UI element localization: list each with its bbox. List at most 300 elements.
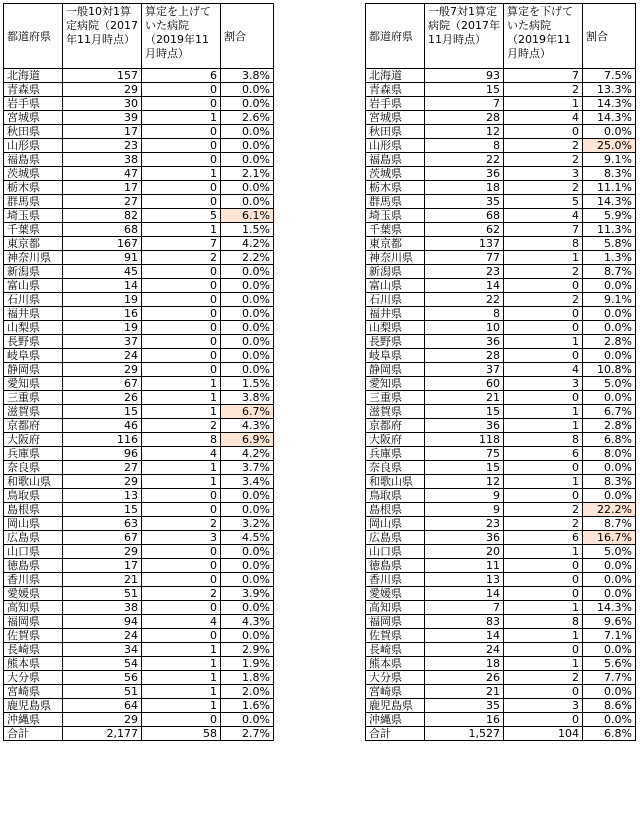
changed-count-cell: 0 [142,181,221,195]
hospital-count-cell: 24 [63,349,142,363]
table-row [366,447,636,461]
prefecture-cell: 岩手県 [366,97,425,111]
prefecture-cell: 岡山県 [366,517,425,531]
changed-count-cell: 1 [504,601,583,615]
hospital-count-cell: 167 [63,237,142,251]
prefecture-cell: 徳島県 [366,559,425,573]
table-row [366,419,636,433]
table-row [366,643,636,657]
prefecture-cell: 佐賀県 [366,629,425,643]
table-row [366,601,636,615]
hospital-count-cell: 63 [63,517,142,531]
prefecture-cell: 大分県 [4,671,63,685]
changed-count-cell: 4 [142,615,221,629]
ratio-cell: 7.7% [583,671,636,685]
changed-count-cell: 104 [504,727,583,741]
ratio-cell: 3.8% [221,69,274,83]
changed-count-cell: 0 [142,83,221,97]
prefecture-cell: 徳島県 [4,559,63,573]
ratio-cell: 0.0% [221,181,274,195]
header-prefecture: 都道府県 [366,4,425,69]
hospital-count-cell: 15 [425,461,504,475]
table-row [4,587,274,601]
table-row [366,531,636,545]
hospital-count-cell: 12 [425,125,504,139]
ratio-cell: 14.3% [583,97,636,111]
hospital-count-cell: 24 [63,629,142,643]
changed-count-cell: 0 [142,335,221,349]
changed-count-cell: 0 [504,489,583,503]
table-row [366,615,636,629]
prefecture-cell: 広島県 [4,531,63,545]
hospital-count-cell: 37 [63,335,142,349]
table-row [366,713,636,727]
changed-count-cell: 0 [504,559,583,573]
ratio-cell: 0.0% [583,587,636,601]
total-row [366,727,636,741]
changed-count-cell: 1 [142,643,221,657]
hospital-count-cell: 17 [63,125,142,139]
ratio-cell: 2.8% [583,419,636,433]
table-row [366,139,636,153]
ratio-cell: 0.0% [221,629,274,643]
table-row [4,97,274,111]
changed-count-cell: 0 [142,713,221,727]
table-row [366,405,636,419]
prefecture-cell: 広島県 [366,531,425,545]
ratio-cell: 2.0% [221,685,274,699]
hospital-count-cell: 83 [425,615,504,629]
hospital-count-cell: 15 [425,83,504,97]
table-row [4,111,274,125]
prefecture-cell: 山形県 [366,139,425,153]
changed-count-cell: 1 [142,699,221,713]
table-row [366,209,636,223]
ratio-cell: 1.5% [221,223,274,237]
table-row [4,223,274,237]
changed-count-cell: 5 [504,195,583,209]
prefecture-cell: 福島県 [366,153,425,167]
hospital-count-cell: 36 [425,531,504,545]
prefecture-cell: 愛知県 [366,377,425,391]
ratio-cell: 10.8% [583,363,636,377]
prefecture-cell: 福井県 [4,307,63,321]
table-row [4,475,274,489]
ratio-cell: 0.0% [583,307,636,321]
hospital-count-cell: 68 [425,209,504,223]
ratio-cell: 13.3% [583,83,636,97]
changed-count-cell: 0 [504,321,583,335]
hospital-count-cell: 75 [425,447,504,461]
prefecture-cell: 岡山県 [4,517,63,531]
ratio-cell: 0.0% [221,349,274,363]
changed-count-cell: 0 [142,573,221,587]
ratio-cell: 1.6% [221,699,274,713]
prefecture-cell: 岩手県 [4,97,63,111]
hospital-count-cell: 46 [63,419,142,433]
hospital-count-cell: 36 [425,419,504,433]
hospital-count-cell: 10 [425,321,504,335]
prefecture-cell: 埼玉県 [366,209,425,223]
table-row [4,419,274,433]
prefecture-cell: 大分県 [366,671,425,685]
prefecture-cell: 沖縄県 [366,713,425,727]
changed-count-cell: 0 [142,321,221,335]
hospital-count-cell: 38 [63,601,142,615]
ratio-cell: 2.7% [221,727,274,741]
ratio-cell: 5.0% [583,545,636,559]
hospital-count-cell: 54 [63,657,142,671]
hospital-count-cell: 116 [63,433,142,447]
hospital-count-cell: 14 [425,587,504,601]
table-row [4,69,274,83]
hospital-count-cell: 62 [425,223,504,237]
ratio-cell: 0.0% [221,713,274,727]
prefecture-cell: 栃木県 [4,181,63,195]
changed-count-cell: 3 [142,531,221,545]
header-prefecture: 都道府県 [4,4,63,69]
prefecture-cell: 秋田県 [4,125,63,139]
changed-count-cell: 0 [504,307,583,321]
table-row [366,223,636,237]
prefecture-cell: 京都府 [4,419,63,433]
table-row [366,97,636,111]
prefecture-cell: 東京都 [366,237,425,251]
changed-count-cell: 0 [504,391,583,405]
table-row [366,489,636,503]
ratio-cell: 6.8% [583,727,636,741]
table-row [4,685,274,699]
ratio-cell: 16.7% [583,531,636,545]
table-row [366,349,636,363]
table-row [4,279,274,293]
hospital-count-cell: 12 [425,475,504,489]
prefecture-cell: 高知県 [4,601,63,615]
hospital-count-cell: 26 [425,671,504,685]
ratio-cell: 0.0% [221,153,274,167]
table-row [366,545,636,559]
changed-count-cell: 2 [504,153,583,167]
table-row [4,545,274,559]
ratio-cell: 8.3% [583,475,636,489]
hospital-count-cell: 15 [63,503,142,517]
hospital-count-cell: 38 [63,153,142,167]
ratio-cell: 22.2% [583,503,636,517]
prefecture-cell: 群馬県 [366,195,425,209]
ratio-cell: 0.0% [221,139,274,153]
table-row [366,167,636,181]
table-row [4,307,274,321]
table-row [366,685,636,699]
hospital-count-cell: 27 [63,195,142,209]
hospital-count-cell: 29 [63,83,142,97]
changed-count-cell: 7 [504,223,583,237]
changed-count-cell: 3 [504,699,583,713]
hospital-count-cell: 29 [63,475,142,489]
prefecture-cell: 熊本県 [4,657,63,671]
changed-count-cell: 8 [504,433,583,447]
hospital-count-cell: 7 [425,601,504,615]
table-row [4,349,274,363]
ratio-cell: 0.0% [221,83,274,97]
prefecture-cell: 香川県 [366,573,425,587]
table-row [4,405,274,419]
prefecture-cell: 愛媛県 [4,587,63,601]
hospital-count-cell: 28 [425,349,504,363]
ratio-cell: 0.0% [221,279,274,293]
prefecture-cell: 鹿児島県 [366,699,425,713]
changed-count-cell: 1 [142,391,221,405]
changed-count-cell: 4 [504,111,583,125]
prefecture-cell: 栃木県 [366,181,425,195]
ratio-cell: 0.0% [583,125,636,139]
ratio-cell: 3.7% [221,461,274,475]
table-row [366,125,636,139]
changed-count-cell: 0 [142,489,221,503]
ratio-cell: 0.0% [583,685,636,699]
changed-count-cell: 2 [142,419,221,433]
prefecture-cell: 群馬県 [4,195,63,209]
table-row [4,447,274,461]
changed-count-cell: 1 [504,419,583,433]
table-row [366,181,636,195]
changed-count-cell: 0 [142,363,221,377]
hospital-count-cell: 13 [63,489,142,503]
prefecture-cell: 静岡県 [4,363,63,377]
changed-count-cell: 1 [504,97,583,111]
table-row [366,293,636,307]
hospital-count-cell: 17 [63,181,142,195]
prefecture-cell: 石川県 [4,293,63,307]
table-row [4,237,274,251]
table-row [4,251,274,265]
table-row [366,321,636,335]
table-row [4,699,274,713]
ratio-cell: 7.5% [583,69,636,83]
changed-count-cell: 1 [142,223,221,237]
changed-count-cell: 0 [504,461,583,475]
table-row [4,671,274,685]
ratio-cell: 0.0% [221,321,274,335]
header-changed: 算定を上げていた病院（2019年11月時点） [142,4,221,69]
prefecture-cell: 鹿児島県 [4,699,63,713]
hospital-count-cell: 22 [425,153,504,167]
changed-count-cell: 0 [142,153,221,167]
table-row [366,573,636,587]
prefecture-cell: 和歌山県 [4,475,63,489]
hospital-count-cell: 94 [63,615,142,629]
hospital-count-cell: 60 [425,377,504,391]
changed-count-cell: 1 [142,475,221,489]
changed-count-cell: 4 [142,447,221,461]
ratio-cell: 2.9% [221,643,274,657]
table-row [4,391,274,405]
changed-count-cell: 1 [504,251,583,265]
prefecture-cell: 高知県 [366,601,425,615]
hospital-count-cell: 35 [425,699,504,713]
changed-count-cell: 0 [504,713,583,727]
hospital-count-cell: 23 [425,517,504,531]
hospital-count-cell: 96 [63,447,142,461]
prefecture-cell: 合計 [4,727,63,741]
prefecture-cell: 香川県 [4,573,63,587]
table-row [4,643,274,657]
prefecture-cell: 秋田県 [366,125,425,139]
table-row [4,209,274,223]
changed-count-cell: 1 [142,671,221,685]
hospital-count-cell: 93 [425,69,504,83]
table-row [366,391,636,405]
ratio-cell: 11.1% [583,181,636,195]
prefecture-cell: 長崎県 [4,643,63,657]
prefecture-cell: 山口県 [4,545,63,559]
hospital-count-cell: 13 [425,573,504,587]
table-row [366,671,636,685]
changed-count-cell: 2 [504,83,583,97]
changed-count-cell: 1 [504,335,583,349]
hospital-count-cell: 19 [63,293,142,307]
prefecture-cell: 佐賀県 [4,629,63,643]
changed-count-cell: 1 [142,461,221,475]
changed-count-cell: 1 [504,405,583,419]
ratio-cell: 14.3% [583,195,636,209]
hospital-count-cell: 37 [425,363,504,377]
ratio-cell: 2.1% [221,167,274,181]
changed-count-cell: 7 [504,69,583,83]
ratio-cell: 3.4% [221,475,274,489]
changed-count-cell: 2 [504,503,583,517]
ratio-cell: 7.1% [583,629,636,643]
hospital-count-cell: 23 [425,265,504,279]
ratio-cell: 4.3% [221,419,274,433]
prefecture-cell: 静岡県 [366,363,425,377]
hospital-count-cell: 22 [425,293,504,307]
ratio-cell: 0.0% [221,265,274,279]
prefecture-cell: 北海道 [366,69,425,83]
prefecture-cell: 合計 [366,727,425,741]
prefecture-cell: 長野県 [366,335,425,349]
table-row [366,587,636,601]
prefecture-cell: 山口県 [366,545,425,559]
hospital-count-cell: 8 [425,139,504,153]
prefecture-cell: 岐阜県 [4,349,63,363]
ratio-cell: 0.0% [221,601,274,615]
ratio-cell: 0.0% [221,363,274,377]
changed-count-cell: 4 [504,363,583,377]
ratio-cell: 0.0% [583,573,636,587]
hospital-count-cell: 36 [425,167,504,181]
changed-count-cell: 0 [142,503,221,517]
hospital-count-cell: 14 [425,279,504,293]
hospital-count-cell: 82 [63,209,142,223]
prefecture-cell: 富山県 [366,279,425,293]
ratio-cell: 3.9% [221,587,274,601]
ratio-cell: 8.6% [583,699,636,713]
table-row [4,125,274,139]
table-row [4,629,274,643]
changed-count-cell: 2 [142,517,221,531]
ratio-cell: 5.8% [583,237,636,251]
changed-count-cell: 8 [142,433,221,447]
changed-count-cell: 0 [142,349,221,363]
ratio-cell: 3.2% [221,517,274,531]
header-row [366,4,636,69]
ratio-cell: 6.8% [583,433,636,447]
ratio-cell: 0.0% [583,321,636,335]
hospital-count-cell: 47 [63,167,142,181]
changed-count-cell: 0 [142,195,221,209]
prefecture-cell: 奈良県 [4,461,63,475]
header-hospitals: 一般10対1算定病院（2017年11月時点） [63,4,142,69]
table-row [4,433,274,447]
hospital-count-cell: 15 [425,405,504,419]
hospital-count-cell: 77 [425,251,504,265]
changed-count-cell: 2 [504,139,583,153]
prefecture-cell: 長崎県 [366,643,425,657]
changed-count-cell: 0 [504,125,583,139]
hospital-count-cell: 9 [425,489,504,503]
prefecture-cell: 滋賀県 [4,405,63,419]
ratio-cell: 0.0% [221,195,274,209]
table-row [4,517,274,531]
table-row [366,279,636,293]
hospital-count-cell: 29 [63,363,142,377]
prefecture-cell: 三重県 [4,391,63,405]
ratio-cell: 8.3% [583,167,636,181]
prefecture-cell: 愛知県 [4,377,63,391]
ratio-cell: 5.0% [583,377,636,391]
ratio-cell: 5.6% [583,657,636,671]
hospital-count-cell: 39 [63,111,142,125]
prefecture-cell: 熊本県 [366,657,425,671]
ratio-cell: 0.0% [583,391,636,405]
hospital-count-cell: 51 [63,587,142,601]
hospital-count-cell: 35 [425,195,504,209]
table-row [4,153,274,167]
table-row [366,251,636,265]
hospital-count-cell: 45 [63,265,142,279]
ratio-cell: 0.0% [583,279,636,293]
table-row [4,181,274,195]
ratio-cell: 5.9% [583,209,636,223]
ratio-cell: 14.3% [583,601,636,615]
changed-count-cell: 58 [142,727,221,741]
table-row [4,321,274,335]
changed-count-cell: 8 [504,615,583,629]
table-row [4,195,274,209]
ratio-cell: 0.0% [221,559,274,573]
prefecture-cell: 埼玉県 [4,209,63,223]
changed-count-cell: 0 [504,279,583,293]
table-row [4,139,274,153]
table-row [4,573,274,587]
table-row [4,83,274,97]
changed-count-cell: 1 [504,475,583,489]
hospital-count-cell: 1,527 [425,727,504,741]
prefecture-cell: 鳥取県 [4,489,63,503]
hospital-count-cell: 21 [63,573,142,587]
table-row [4,713,274,727]
changed-count-cell: 0 [142,601,221,615]
ratio-cell: 9.1% [583,153,636,167]
table-row [366,475,636,489]
table-row [4,559,274,573]
ratio-cell: 6.7% [583,405,636,419]
hospital-count-cell: 20 [425,545,504,559]
ratio-cell: 2.6% [221,111,274,125]
changed-count-cell: 0 [142,125,221,139]
ratio-cell: 9.6% [583,615,636,629]
